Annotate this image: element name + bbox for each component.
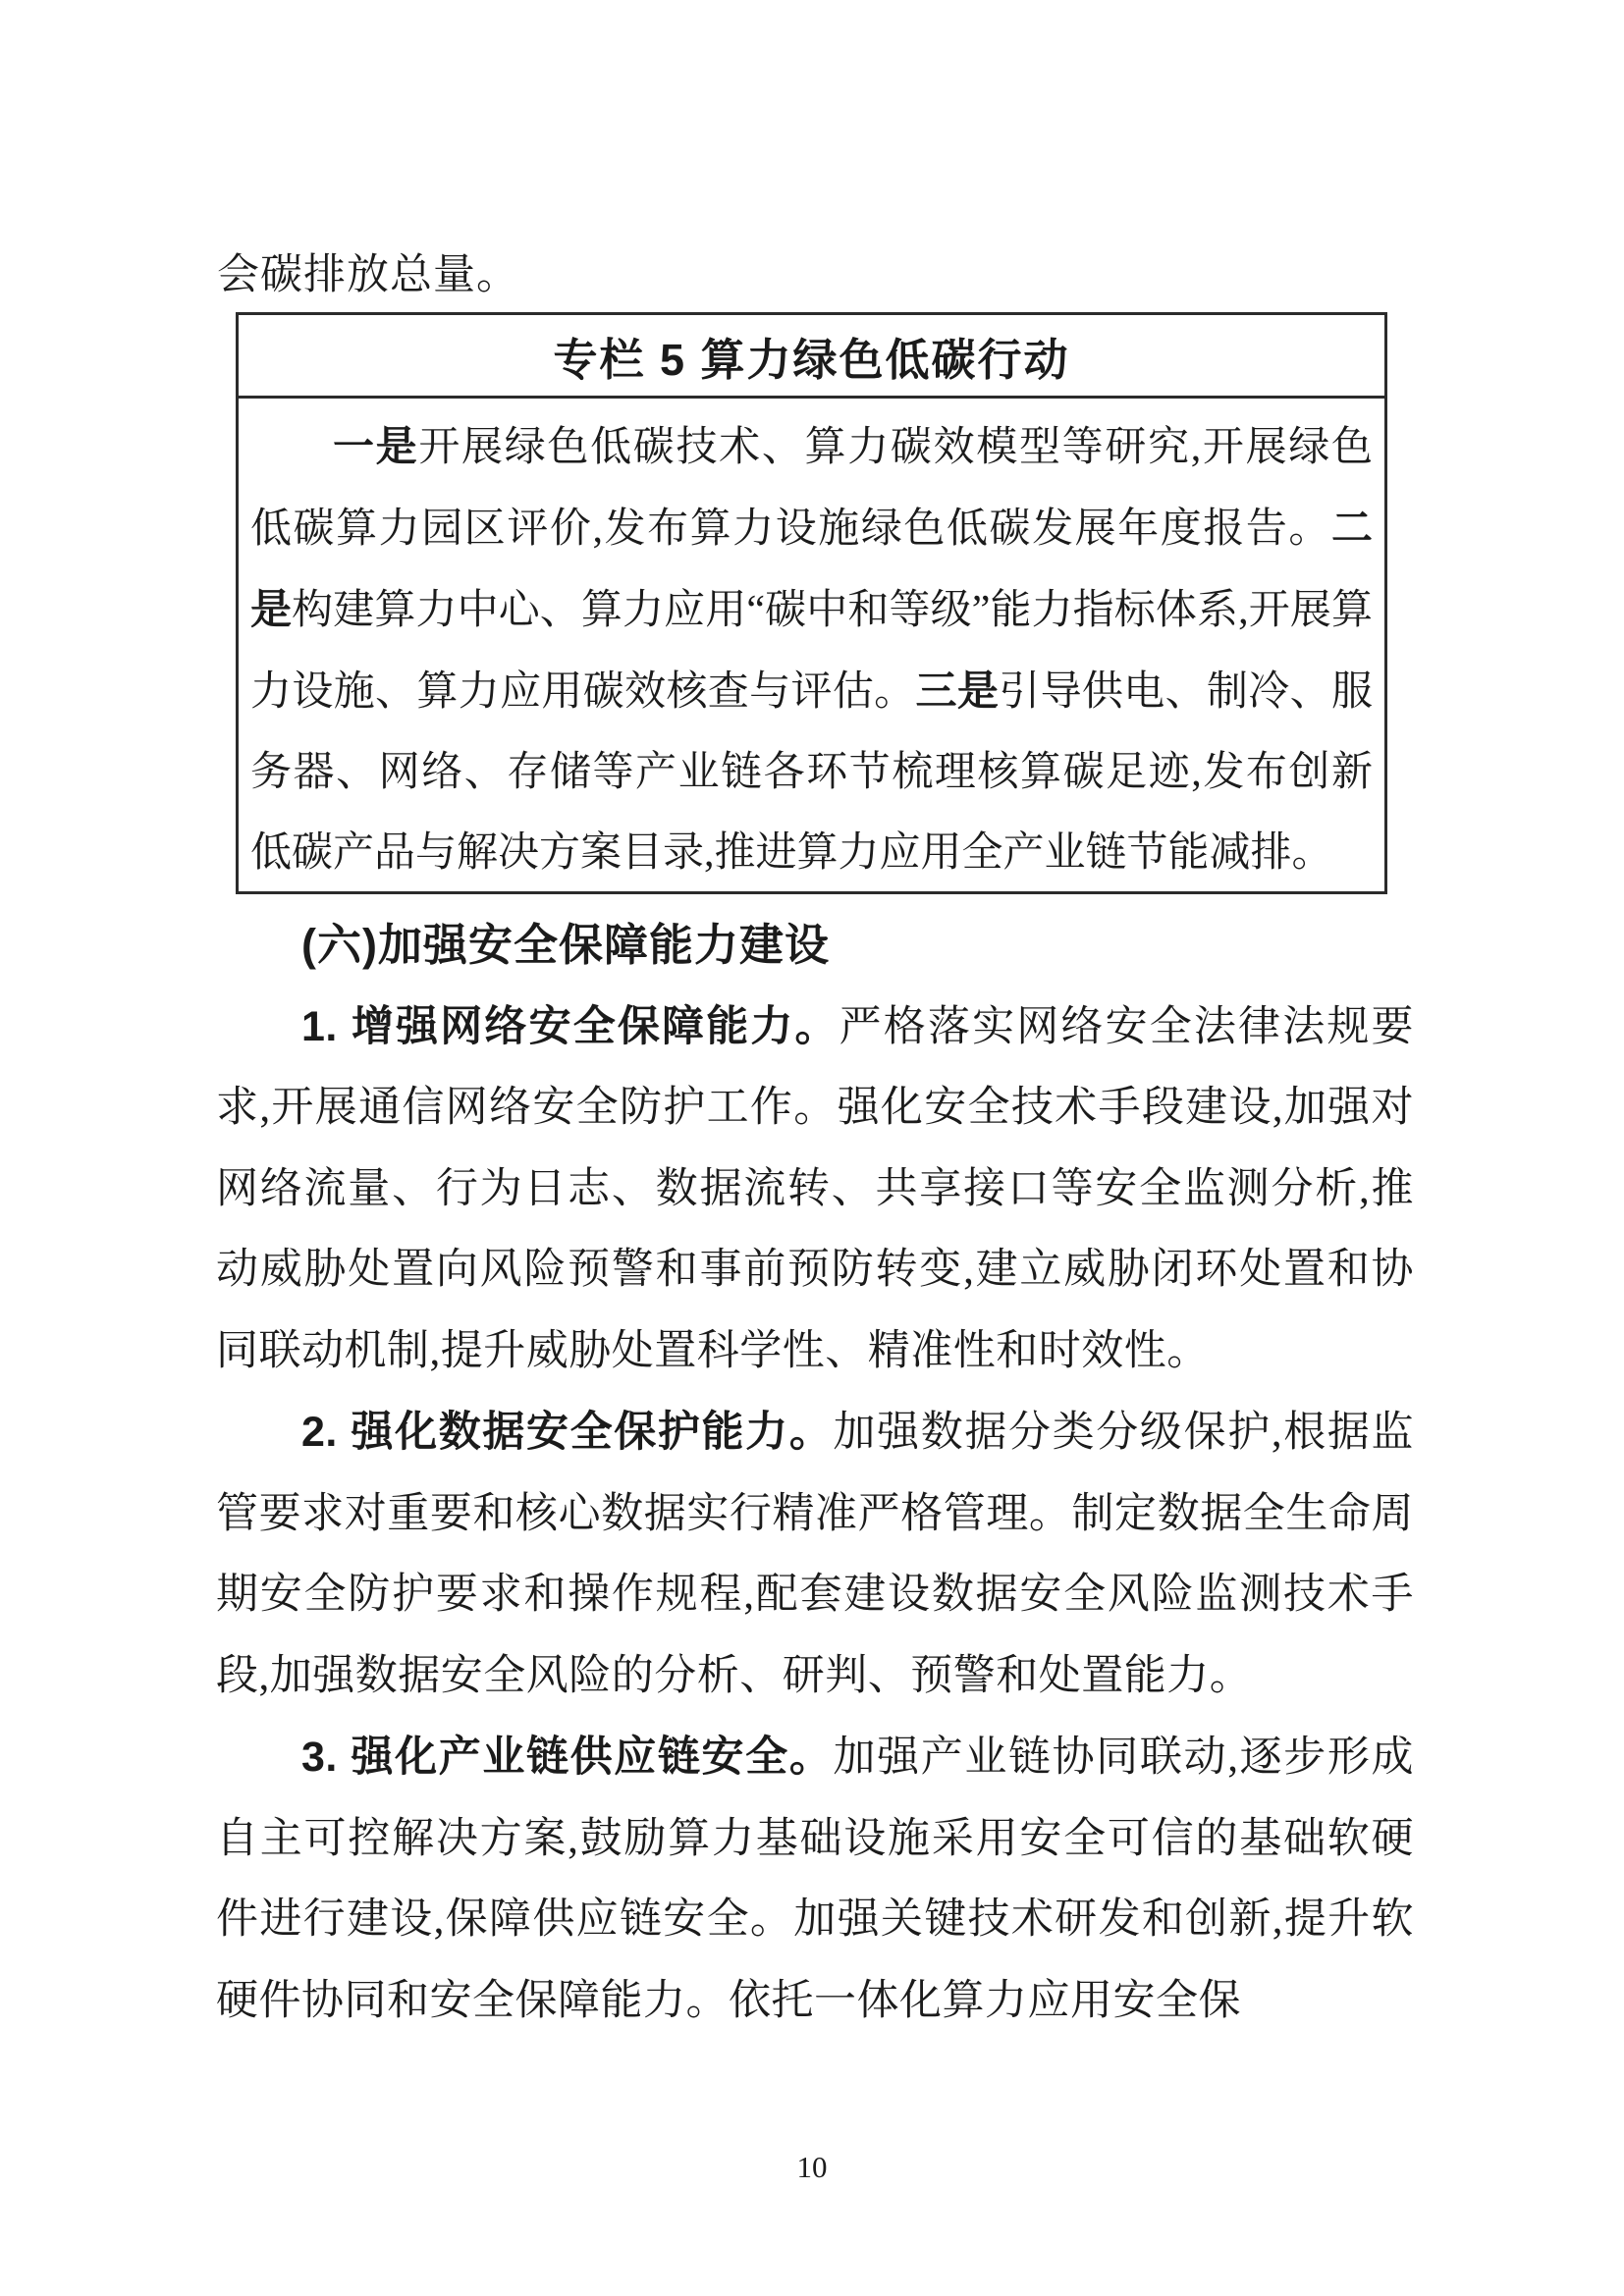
paragraph-3-text: 加强产业链协同联动,逐步形成自主可控解决方案,鼓励算力基础设施采用安全可信的基础软硬件进行建设,保障供应链安全。加强关键技术研发和创新,提升软硬件协同和安全保障能力。依托一体化算力应用安全保 [216, 1735, 1415, 2024]
paragraph-3-lead: 3. 强化产业链供应链安全。 [301, 1734, 834, 1781]
callout-run-text-1: 开展绿色低碳技术、算力碳效模型等研究,开展绿色低碳算力园区评价,发布算力设施绿色低碳发展年度报告。 [250, 425, 1373, 552]
callout-box [236, 312, 1387, 894]
paragraph-3 [216, 1717, 1414, 2042]
callout-run-bold-3: 三是 [915, 667, 1000, 714]
main-text-block [216, 905, 1414, 2042]
paragraph-1-text: 严格落实网络安全法律法规要求,开展通信网络安全防护工作。强化安全技术手段建设,加强对网络流量、行为日志、数据流转、共享接口等安全监测分析,推动威胁处置向风险预警和事前预防转变,建立威胁闭环处置和协同联动机制,提升威胁处置科学性、精准性和时效性。 [216, 1003, 1414, 1374]
callout-box-title: 专栏 5 算力绿色低碳行动 [239, 315, 1384, 399]
paragraph-1 [216, 987, 1414, 1393]
section-heading: (六)加强安全保障能力建设 [301, 920, 830, 970]
paragraph-continuation: 会碳排放总量。 [217, 252, 519, 298]
paragraph-2-lead: 2. 强化数据安全保护能力。 [301, 1409, 834, 1456]
paragraph-1-lead: 1. 增强网络安全保障能力。 [301, 1002, 839, 1050]
callout-box-body [239, 399, 1384, 891]
page-number: 10 [796, 2150, 828, 2184]
callout-run-text-2: 构建算力中心、算力应用“碳中和等级”能力指标体系,开展算力设施、算力应用碳效核查与评估。 [250, 588, 1373, 715]
paragraph-2 [216, 1392, 1414, 1717]
callout-run-bold-1: 一是 [333, 423, 419, 469]
callout-run-bold-2: 二是 [250, 505, 1373, 632]
paragraph-2-text: 加强数据分类分级保护,根据监管要求对重要和核心数据实行精准严格管理。制定数据全生命周期安全防护要求和操作规程,配套建设数据安全风险监测技术手段,加强数据安全风险的分析、研判、预警和处置能力。 [216, 1410, 1415, 1699]
callout-run-text-3: 引导供电、制冷、服务器、网络、存储等产业链各环节梳理核算碳足迹,发布创新低碳产品与解决方案目录,推进算力应用全产业链节能减排。 [250, 669, 1373, 876]
